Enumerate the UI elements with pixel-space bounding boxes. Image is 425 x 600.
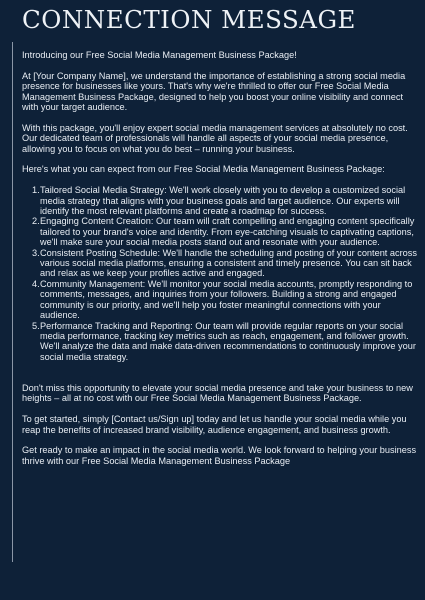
left-divider (12, 42, 13, 562)
paragraph-get-started: To get started, simply [Contact us/Sign up] today and let us handle your social media while you reap the benefits of increased brand visibility, audience engagement, and business growth. (22, 414, 407, 435)
benefit-item: Performance Tracking and Reporting: Our team will provide regular reports on your social media performance, tracking key metrics such as reach, engagement, and follower growth. We'll analyze the data and make data-driven recommendations to continuously improve your social media strategy. (40, 320, 416, 362)
message-body (22, 50, 418, 477)
paragraph-package: With this package, you'll enjoy expert social media management services at absolutely no cost. Our dedicated team of professionals will handle all aspects of your social media presence, allowing you to focus on what you do best – running your business. (22, 122, 408, 154)
paragraph-opportunity: Don't miss this opportunity to elevate your social media presence and take your business to new heights – all at no cost with our Free Social Media Management Business Package. (22, 382, 413, 404)
page-title: CONNECTION MESSAGE (22, 5, 356, 34)
list-intro: Here's what you can expect from our Free Social Media Management Business Package: (22, 164, 385, 175)
paragraph-closing: Get ready to make an impact in the social media world. We look forward to helping your business thrive with our Free Social Media Management Business Package (22, 445, 417, 466)
benefit-item: Community Management: We'll monitor your social media accounts, promptly responding to comments, messages, and inquiries from your followers. Building a strong and engaged community is our priority, and we'll help you foster meaningful connections with your audience. (40, 278, 413, 321)
benefit-item: Tailored Social Media Strategy: We'll work closely with you to develop a customized social media strategy that aligns with your business goals and target audience. Our experts will identify the most relevant platforms and create a roadmap for success. (40, 185, 406, 217)
benefit-item: Consistent Posting Schedule: We'll handle the scheduling and posting of your content across various social media platforms, ensuring a consistent and timely presence. You can sit back and relax as we keep your profiles active and engaged. (40, 247, 417, 279)
intro-line: Introducing our Free Social Media Management Business Package! (22, 50, 297, 60)
benefits-list (22, 185, 418, 362)
paragraph-company: At [Your Company Name], we understand the importance of establishing a strong social media presence for businesses like yours. That's why we're thrilled to offer our Free Social Media Management Business Package, designed to help you boost your online visibility and connect with your target audience. (22, 70, 406, 113)
benefit-item: Engaging Content Creation: Our team will craft compelling and engaging content specifically tailored to your brand's voice and identity. From eye-catching visuals to captivating captions, we'll make sure your social media posts stand out and resonate with your audience. (40, 216, 415, 248)
